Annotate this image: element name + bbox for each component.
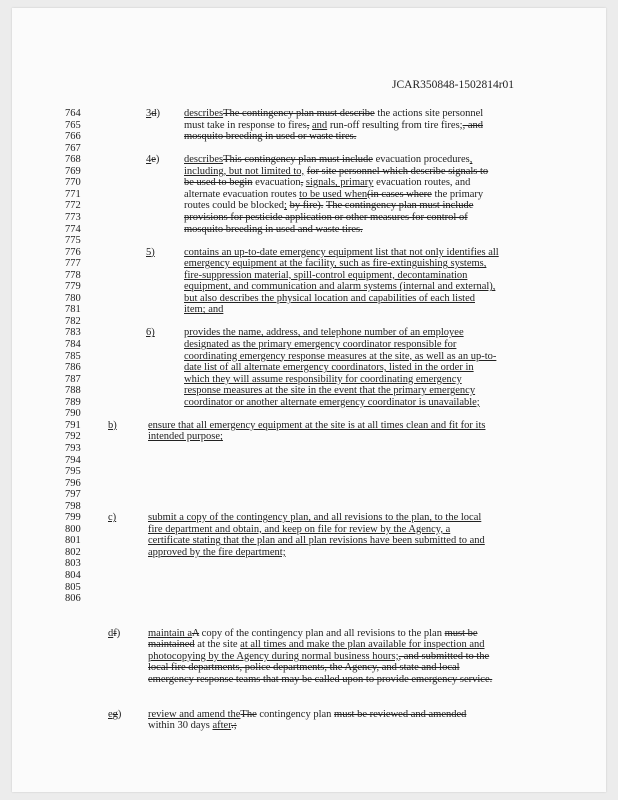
inserted-text: coordinating emergency response measures at the site, as well as an up-to- [184,350,497,362]
line-number: 795 [65,466,81,478]
item-text-line [184,224,363,236]
item-text-line [148,547,286,559]
deleted-text: local fire departments, police departments, the Agency, and state and local [148,662,460,674]
inserted-text: b) [108,419,117,431]
item-text-line [184,293,475,305]
item-marker [108,512,116,524]
text-run: contingency plan [256,708,335,720]
inserted-text: ; [459,119,463,131]
deleted-text: , and [462,119,484,131]
line-number: 798 [65,500,81,512]
deleted-text: (in cases where [367,188,432,200]
item-text-line [148,651,489,663]
text-run: the primary [431,188,484,200]
item-text-line [148,420,485,432]
item-text-line [184,212,468,224]
deleted-text: mosquito breeding in used and waste tires. [184,223,363,235]
line-number: 803 [65,558,81,570]
item-text-line [148,674,492,686]
line-number: 785 [65,350,81,362]
line-number: 804 [65,570,81,581]
inserted-text: e [108,708,113,720]
item-text-line [184,362,474,374]
deleted-text: The contingency plan must include [325,200,474,212]
deleted-text: must be reviewed and amended [334,708,467,720]
inserted-text: 5) [146,246,155,258]
inserted-text: describes [184,108,224,119]
line-number: 792 [65,431,81,443]
line-number: 806 [65,593,81,605]
text-run: run-off resulting from tire fires [327,119,460,131]
deleted-text: g [112,708,118,720]
inserted-text: provides the name, address, and telephone number of an employee [184,327,464,339]
inserted-text: fire-suppression material, spill-control equipment, decontamination [184,269,468,281]
item-text-line [184,120,483,132]
line-number: 788 [65,385,81,397]
line-number: 787 [65,373,81,385]
deleted-text: emergency response teams that may be called upon to provide emergency service. [148,673,493,685]
text-run: evacuation procedures [372,154,470,166]
inserted-text: ; [284,200,287,212]
inserted-text: equipment, and communication and alarm systems (internal and external), [184,281,496,293]
line-number: 805 [65,581,81,593]
deleted-text: A [192,627,200,639]
item-text-line [184,189,483,201]
inserted-text: approved by the fire department; [148,546,286,558]
item-text-line [184,281,495,293]
line-number: 776 [65,246,81,258]
deleted-text: be used to begin [184,177,253,189]
item-text-line [184,327,464,339]
deleted-text: The contingency plan must describe [223,108,375,119]
deleted-text: provisions for pesticide application or other measures for control of [184,211,468,223]
line-number: 765 [65,119,81,131]
text-run: within 30 days [148,720,213,732]
deleted-text: d [151,108,157,119]
item-marker [108,628,120,640]
inserted-text: emergency equipment at the facility, such as fire-extinguishing systems, [184,258,487,270]
item-text-line [184,108,483,120]
inserted-text: ensure that all emergency equipment at the site is at all times clean and fit for its [148,419,486,431]
inserted-text: designated as the primary emergency coordinator responsible for [184,339,457,350]
deleted-text: must be [444,627,478,639]
inserted-text: at all times and make the plan available for inspection and [240,639,485,651]
text-run: ) [155,154,160,166]
deleted-text: .; [231,720,237,732]
item-marker [146,247,155,259]
inserted-text: contains an up-to-date emergency equipment list that not only identifies all [184,246,499,258]
deleted-text: maintained [148,639,195,651]
item-text-line [184,374,462,386]
inserted-text: , [469,154,473,166]
line-number: 799 [65,512,81,524]
line-number: 780 [65,292,81,304]
inserted-text: review and amend the [148,708,241,720]
item-text-line [184,351,496,363]
line-number: 779 [65,281,81,293]
line-number: 775 [65,235,81,247]
item-text-line [148,720,237,732]
line-number: 768 [65,154,81,166]
document-page [12,8,606,792]
item-text-line [184,397,480,409]
item-text-line [148,709,466,721]
inserted-text: which they will assume responsibility for coordinating emergency [184,373,462,385]
item-marker [146,108,160,120]
inserted-text: fire department and obtain, and keep on file for review by the Agency, a [148,523,451,535]
item-text-line [148,628,478,640]
deleted-text: by fire). [289,200,324,212]
item-text-line [184,247,499,259]
item-text-line [184,339,456,351]
deleted-text: The [240,708,257,720]
inserted-text: intended purpose; [148,431,223,443]
inserted-text: photocopying by the Agency during normal business hours; [148,650,399,662]
inserted-text: coordinator or another alternate emergency coordinator is unavailable; [184,396,480,408]
item-text-line [184,385,475,397]
text-run: ) [156,108,160,119]
inserted-text: c) [108,512,117,524]
inserted-text: certificate stating that the plan and all plan revisions have been submitted to and [148,535,485,547]
line-number: 783 [65,327,81,339]
line-number: 789 [65,396,81,408]
item-text-line [184,131,356,143]
inserted-text: signals, primary [305,177,374,189]
line-number: 782 [65,315,81,327]
text-run: the actions site personnel [374,108,484,119]
inserted-text: including, but not limited to, [184,165,305,177]
line-number: 773 [65,211,81,223]
inserted-text: 3 [146,108,152,119]
inserted-text: after [212,720,232,732]
item-text-line [148,512,481,524]
item-marker [108,420,117,432]
line-number: 781 [65,304,81,316]
text-run: at the site [194,639,241,651]
document-header: JCAR350848-1502814r01 [392,79,515,91]
inserted-text: maintain a [148,627,193,639]
line-number: 793 [65,442,81,454]
line-number: 778 [65,269,81,281]
line-number: 791 [65,419,81,431]
inserted-text: date list of all alternate emergency coordinators, listed in the order in [184,362,474,374]
item-text-line [184,270,467,282]
inserted-text: response measures at the site in the event that the primary emergency [184,385,476,397]
deleted-text: e [151,154,156,166]
line-number: 784 [65,339,81,350]
line-number: 801 [65,535,81,547]
line-number: 796 [65,477,81,489]
line-number: 802 [65,546,81,558]
inserted-text: d [108,627,114,639]
text-run: evacuation routes, and [373,177,471,189]
text-run: routes could be blocked [184,200,285,212]
text-run: must take in response to fires [184,119,307,131]
line-number: 772 [65,200,81,212]
item-text-line [148,639,485,651]
deleted-text: , [300,177,304,189]
text-run: alternate evacuation routes [184,188,300,200]
item-text-line [184,304,223,316]
text-run: evacuation [252,177,301,189]
item-text-line [148,535,485,547]
item-text-line [148,524,450,536]
line-number: 794 [65,454,81,466]
item-marker [108,709,121,721]
line-number: 766 [65,131,81,143]
deleted-text: mosquito breeding in used or waste tires. [184,131,357,143]
item-text-line [184,177,470,189]
inserted-text: item; and [184,304,224,316]
item-text-line [184,258,486,270]
line-number: 800 [65,523,81,535]
line-number: 771 [65,188,81,200]
line-number: 786 [65,362,81,374]
item-marker [146,154,159,166]
line-number: 797 [65,489,81,501]
line-number: 790 [65,408,81,420]
item-text-line [184,200,473,212]
line-number: 764 [65,108,81,119]
line-number: 777 [65,258,81,270]
text-run: ) [117,708,122,720]
deleted-text: This contingency plan must include [223,154,373,166]
text-run: ) [116,627,121,639]
line-number: 770 [65,177,81,189]
text-run: copy of the contingency plan and all revisions to the plan [199,627,445,639]
item-marker [146,327,155,339]
item-text-line [148,662,460,674]
deleted-text: , [306,119,310,131]
item-text-line [184,154,472,166]
deleted-text: , and submitted to the [398,650,490,662]
deleted-text: f [113,627,117,639]
inserted-text: 6) [146,327,155,339]
deleted-text: for site personnel which describe signals to [306,165,489,177]
inserted-text: and [312,119,328,131]
inserted-text: 4 [146,154,152,166]
line-number: 774 [65,223,81,235]
inserted-text: submit a copy of the contingency plan, and all revisions to the plan, to the local [148,512,482,524]
line-number: 769 [65,165,81,177]
item-text-line [184,166,488,178]
item-text-line [148,431,223,443]
inserted-text: but also describes the physical location and capabilities of each listed [184,292,475,304]
inserted-text: describes [184,154,224,166]
inserted-text: to be used when [299,188,368,200]
line-number: 767 [65,142,81,154]
